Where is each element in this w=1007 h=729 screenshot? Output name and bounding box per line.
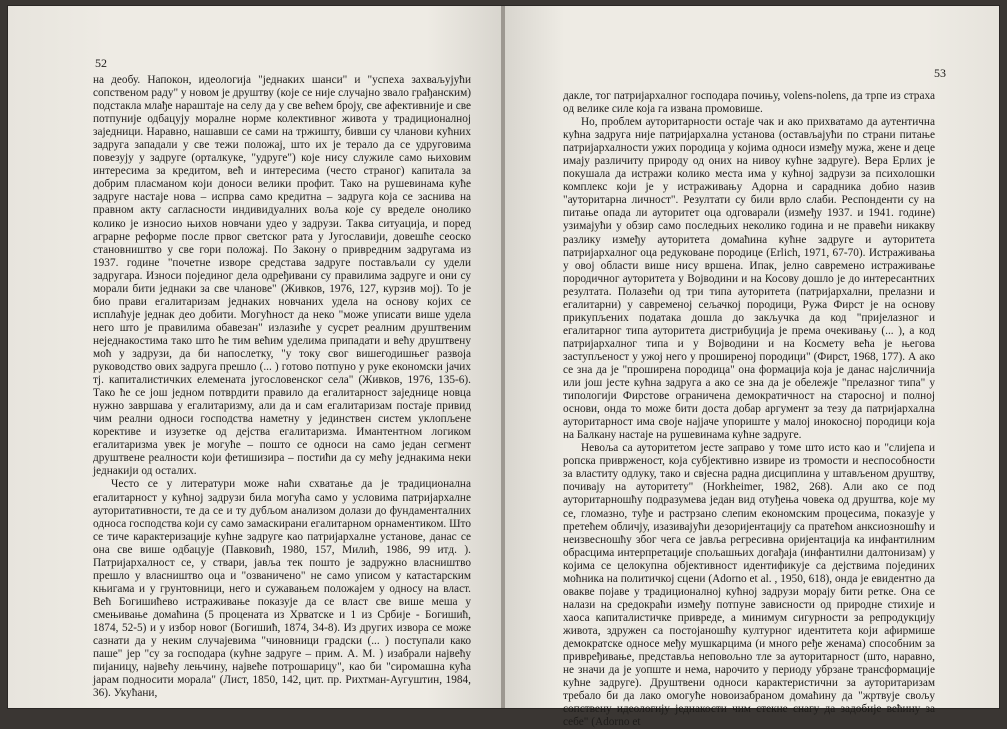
paragraph: Но, проблем ауторитарности остаје чак и ако прихватамо да аутентична кућна задруга није патријархална установа (остављајући по страни питање патријархалности ужих породица у којима односи између мужа, жене и деце имају различиту природу од оних на нивоу кућне задруге). Вера Ерлих је покушала да истражи колико места има у кућној задрузи за психолошки комплекс који је у истраживању Адорна и сарадника добио назив "ауторитарна личност". Резултати су били врло слаби. Респонденти су на питање опада ли ауторитет оца одговарали (између 1937. и 1941. године) узимајући у обзир само последњих неколико година и не правећи никакву разлику између ауторитета домаћина кућне задруге и ауторитета патријархалног оца редуковане породице (Erlich, 1971, 67-70). Истраживања у овој области више нису вршена. Ипак, јелно савремено истраживање породичног ауторитета у Војводини и на Косову дошло је до интересантних резултата. Полазећи од три типа ауторитета (патријархални, прелазни и егалитарни) у савременој сељачкој породици, Ружа Фирст је на основу прикупљених података дошла до закључка да код "пријелазног и егалитарног типа ауторитета дистрибуција је према очекивању (... ), а код патријархалног типа и у Војводини и на Космету већа је његова заступљеност у ужој него у проширеној породици" (Фирст, 1968, 177). А ако се зна да је "проширена породица" она формација која је данас најсличнија или још јесте кућна задруга а ако се зна да је обележје "прелазног типа" у типологији Фирстове ограничена демократичност на старосној и полној основи, онда то може бити доста добар аргумент за тезу да патријархална ауторитарност има своје најјаче упориште у малој инокосној породици која на Балкану настаје на рушевинама кућне задруге. bbox=[563, 116, 935, 442]
paragraph: на деобу. Напокон, идеологија "једнаких шанси" и "успеха захваљујући сопственом раду" у новом је друштву (које се није случајно звало грађанским) подстакла млађе нараштаје на селу да у све већем броју, све афективније и све потпуније одбацују моралне норме колективног живота у традиционалној заједници. Наравно, нашавши се сами на тржишту, бивши су чланови кућних задруга западали у све тежи положај, што их је терало да се удруговима повезују у задруге (орталкуке, "удруге") које нису служиле само њиховим интересима за кредитом, већ и интересима (често страног) капитала за добрим пласманом који доноси велики профит. Тако на рушевинама куће задруге настаје нова – испрва само кредитна – задруга која се заснива на правном акту сагласности индивидуалних воља које су вределе онолико колико је износио њихов новчани удео у задрузи. Таква ситуација, и поред аграрне реформе после првог светског рата у Југославији, довешће сеоско становништво у све гори положај. По Закону о привредним задругама из 1937. године "почетне изворе средстава задруге постављали су удели задругара. Износи појединог дела одређивани су правилима задруге и они су морали бити једнаки за све чланове" (Живков, 1976, 127, курзив мој). То је био прави егалитаризам једнаких новчаних удела на основу којих се исплаћује једнак део добити. Могућност да неко "може уписати више удела него што је правилима обавезан" излазиће у сусрет реалним друштвеним неједнакостима тако што ће тим већим уделима припадати и већу друштвену моћ у задрузи, да би напослетку, "у току свог вишегодишњег развоја руководство ових задруга прешло (... ) готово потпуно у руке економски јачих тј. капиталистичких елемената југословенског села" (Живков, 1976, 135-6). Тако ће се још једном потврдити правило да егалитарност заједнице новца нужно завршава у егалитаризму, али да и сам егалитаризам постаје привид чим реални односи господства наметну у јединствен систем уклопљене корективе и изузетке од дејства егалитаризма. Имантентном логиком егалитаризма увек је могуће – пошто се односи на само један сегмент друштвене реалности који фетишизира – постићи да су мећу једнакима неки једнакији од осталих. bbox=[93, 74, 471, 478]
page-body bbox=[563, 90, 935, 729]
page-body bbox=[93, 74, 471, 700]
book-spread bbox=[8, 6, 999, 729]
page-number: 53 bbox=[934, 66, 946, 80]
page-number: 52 bbox=[95, 56, 107, 70]
paragraph: Често се у литератури може наћи схватање да је традиционална егалитарност у кућној задрузи била могућа само у условима патријархалне ауторитативности, те да се и ту дубљом анализом долази до фундаменталних односа господства који су само замаскирани егалитарном орнаментиком. Што се тиче карактеризације кућне задруге као патријархалне установе, данас се она све више одбацује (Павковић, 1980, 157, Милић, 1986, 99 итд. ). Патријархалност се, у ствари, јавља тек пошто је задружно власништво прешло у власништво оца и "озваничено" не само уписом у катастарским књигама и у грунтовници, него и сужавањем положајем у односу на власт. Већ Богишићево истраживање показује да се власт све више меша у смењивање домаћина (5 процената из Хрватске и 1 из Србије - Богишић, 1874, 52-5) и у избор новог (Богишић, 1874, 34-8). Из других извора се може сазнати да у неким случајевима "чиновници градски (... ) поступали како паше" јер "су за господара (кућне задруге – прим. А. М. ) изабрали највећу пијаницу, највећу лењчину, највеће потрошарицу", као би "сиромашна кућа јарам подносити морала" (Лист, 1850, 142, цит. пр. Рихтман-Аугуштин, 1984, 36). Укућани, bbox=[93, 478, 471, 700]
paragraph: дакле, тог патријархалног господара почињу, volens-nolens, да трпе из страха од велике силе која га извана промовише. bbox=[563, 90, 935, 116]
left-page bbox=[8, 6, 501, 708]
right-page bbox=[505, 6, 999, 729]
paragraph: Невоља са ауторитетом јесте заправо у томе што исто као и "слијепа и ропска привржeност, која субјективно извире из тромости и неспособности за властиту одлуку, тако и свјесна радна дисциплина у штављеном друштву, почивају на ауторитету" (Horkheimer, 1982, 268). Али ако се под ауторитарношћу подразумева један вид отуђења човека од друштва, које му се, гломазно, туђе и растрзано слепим економским процесима, показује у претећем обличју, изазивајући дезоријентацију са пратећом анксиозношћу и неизвесношћу због чега се јавља регресивна оријентација ка инфантилним обрасцима интерпретације спољашњих догађаја (инфантилни далтонизам) у којима се целокупна објективност идентификује са дејствима појединих моћника на политичкој сцени (Adorno et al. , 1950, 618), онда је евидентно да овакве појаве у традиционалној кућној задрузи морају бити ретке. Она се налази на средокраћи између потпуне зависности од природне стихије и хаоса капиталистичке привреде, а минимум сигурности за репродукцију живота, здружен са постојаношћу културног идентитета који афирмише демократске односе међу мушкарцима (и много ређе женама) способним за привређивање, представља неповољно тле за ауторитарност (што, наравно, не значи да је уопште и нема, нарочито у периоду убрзане трансформације кућне задруге). Друштвени односи карактеристични за ауторитаризам требало би да лако омогуће новоизабраном домаћину да "жртвује свољу сопствену идеологију једнакости чим стекне снагу да задобије већину за себе" (Adorno et bbox=[563, 442, 935, 729]
